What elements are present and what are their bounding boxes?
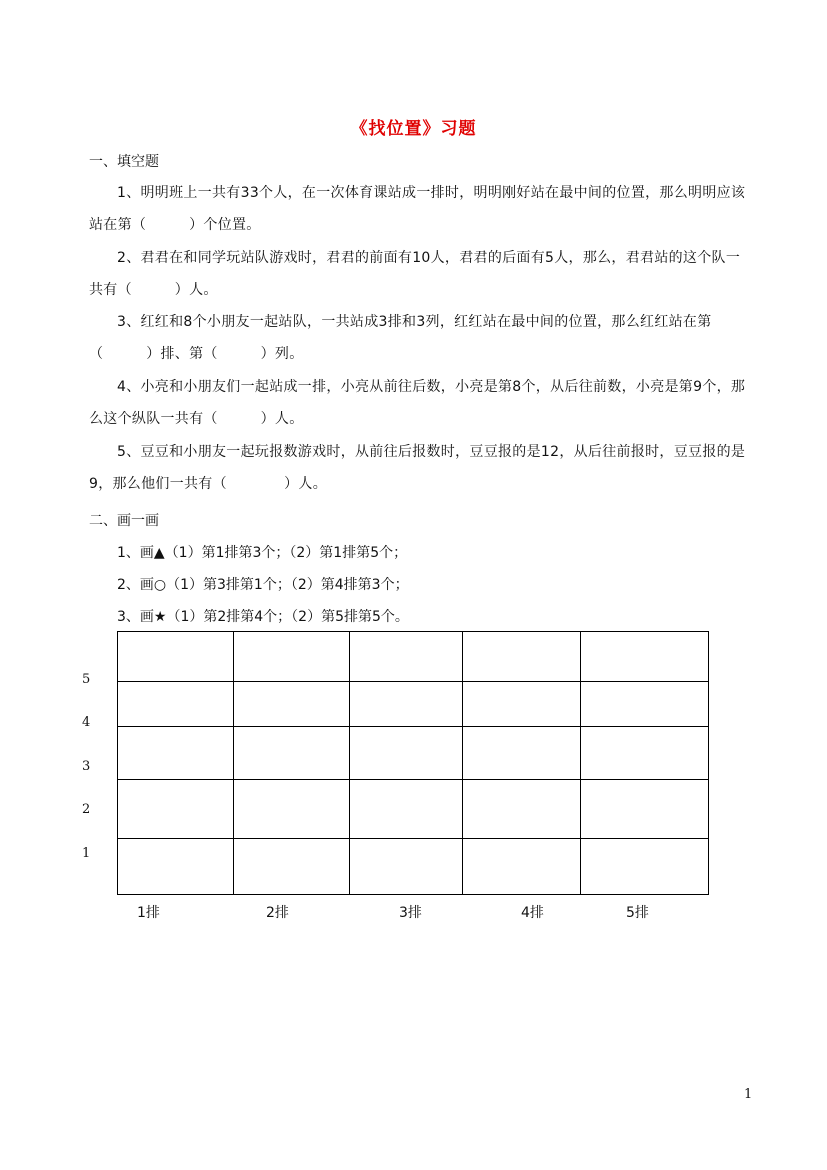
question-4: 4、小亮和小朋友们一起站成一排，小亮从前往后数，小亮是第8个，从后往前数，小亮是第9个，那么这个纵队一共有（ ）人。 [89,379,746,427]
col-label-2: 2排 [266,905,289,921]
draw-item-triangle: 1、画▲（1）第1排第3个；（2）第1排第5个； [117,545,408,561]
position-grid [117,631,709,895]
section-draw-heading: 二、画一画 [89,513,159,529]
row-label-4: 4 [82,715,91,730]
col-label-1: 1排 [137,905,160,921]
col-label-4: 4排 [521,905,544,921]
page-title: 《找位置》习题 [350,119,477,139]
question-5: 5、豆豆和小朋友一起玩报数游戏时，从前往后报数时，豆豆报的是12，从后往前报时，豆豆报的是9，那么他们一共有（ ）人。 [89,444,746,492]
question-3: 3、红红和8个小朋友一起站队，一共站成3排和3列，红红站在最中间的位置，那么红红站在第（ ）排、第（ ）列。 [89,314,712,362]
row-label-3: 3 [82,759,91,774]
row-label-2: 2 [82,802,91,817]
col-label-5: 5排 [626,905,649,921]
draw-item-star: 3、画★（1）第2排第4个；（2）第5排第5个。 [117,609,409,625]
question-1: 1、明明班上一共有33个人，在一次体育课站成一排时，明明刚好站在最中间的位置，那么明明应该站在第（ ）个位置。 [89,185,746,233]
page-number: 1 [744,1087,753,1102]
draw-item-circle: 2、画○（1）第3排第1个；（2）第4排第3个； [117,577,409,593]
row-label-5: 5 [82,672,91,687]
grid-lines [117,631,709,895]
section-fill-blank-heading: 一、填空题 [89,154,159,170]
row-label-1: 1 [82,846,91,861]
col-label-3: 3排 [399,905,422,921]
question-2: 2、君君在和同学玩站队游戏时，君君的前面有10人，君君的后面有5人，那么，君君站的这个队一共有（ ）人。 [89,250,741,298]
